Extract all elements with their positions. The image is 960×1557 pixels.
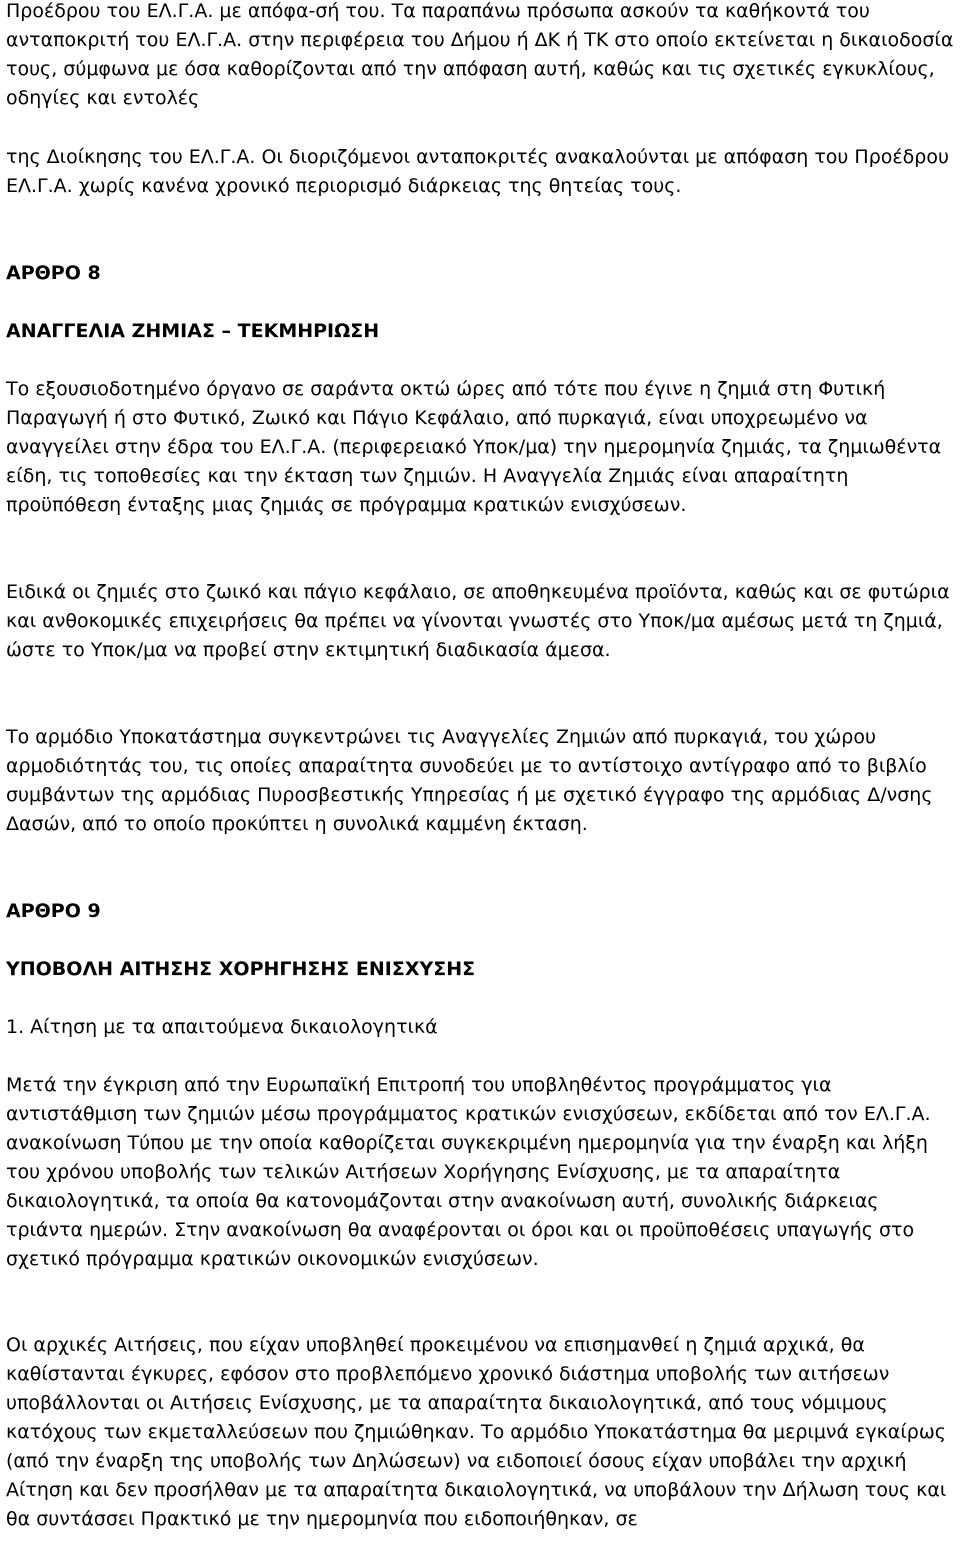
- article-9-paragraph-1: Μετά την έγκριση από την Ευρωπαϊκή Επιτροπή του υποβληθέντος προγράμματος για αντιστάθμιση των ζημιών μέσω προγράμματος κρατικών ενισχύσεων, εκδίδεται από τον ΕΛ.Γ.Α. ανακοίνωση Τύπου με την οποία καθορίζεται συγκεκριμένη ημερομηνία για την έναρξη και λήξη του χρόνου υποβολής των τελικών Αιτήσεων Χορήγησης Ενίσχυσης, με τα απαραίτητα δικαιολογητικά, τα οποία θα κατονομάζονται στην ανακοίνωση αυτή, συνολικής διάρκειας τριάντα ημερών. Στην ανακοίνωση θα αναφέρονται οι όροι και οι προϋποθέσεις υπαγωγής στο σχετικό πρόγραμμα κρατικών οικονομικών ενισχύσεων.: [6, 1074, 931, 1270]
- article-9-item-1: 1. Αίτηση με τα απαιτούμενα δικαιολογητικά: [6, 1016, 438, 1038]
- intro-paragraph-2: της Διοίκησης του ΕΛ.Γ.Α. Οι διοριζόμενοι ανταποκριτές ανακαλούνται με απόφαση του Προέδρου ΕΛ.Γ.Α. χωρίς κανένα χρονικό περιορισμό διάρκειας της θητείας τους.: [6, 146, 949, 197]
- article-8-paragraph-3: Το αρμόδιο Υποκατάστημα συγκεντρώνει τις Αναγγελίες Ζημιών από πυρκαγιά, του χώρου αρμοδιότητάς του, τις οποίες απαραίτητα συνοδεύει με το αντίστοιχο αντίγραφο από το βιβλίο συμβάντων της αρμόδιας Πυροσβεστικής Υπηρεσίας ή με σχετικό έγγραφο της αρμόδιας Δ/νσης Δασών, από το οποίο προκύπτει η συνολικά καμμένη έκταση.: [6, 726, 933, 835]
- article-9-title: ΥΠΟΒΟΛΗ ΑΙΤΗΣΗΣ ΧΟΡΗΓΗΣΗΣ ΕΝΙΣΧΥΣΗΣ: [6, 958, 476, 980]
- article-8-heading: ΑΡΘΡΟ 8: [6, 262, 101, 284]
- article-9-paragraph-2: Οι αρχικές Αιτήσεις, που είχαν υποβληθεί προκειμένου να επισημανθεί η ζημιά αρχικά, θα καθίστανται έγκυρες, εφόσον στο προβλεπόμενο χρονικό διάστημα υποβολής των αιτήσεων υποβάλλονται οι Αιτήσεις Ενίσχυσης, με τα απαραίτητα δικαιολογητικά, από τους νόμιμους κατόχους των εκμεταλλεύσεων που ζημιώθηκαν. Το αρμόδιο Υποκατάστημα θα μεριμνά εγκαίρως (από την έναρξη της υποβολής των Δηλώσεων) να ειδοποιεί όσους είχαν υποβάλει την αρχική Αίτηση και δεν προσήλθαν με τα απαραίτητα δικαιολογητικά, να υποβάλουν την Δήλωση τους και θα συντάσσει Πρακτικό με την ημερομηνία που ειδοποιήθηκαν, σε: [6, 1334, 947, 1530]
- article-8-title: ΑΝΑΓΓΕΛΙΑ ΖΗΜΙΑΣ – ΤΕΚΜΗΡΙΩΣΗ: [6, 320, 380, 342]
- intro-paragraph-1: Προέδρου του ΕΛ.Γ.Α. με απόφα-σή του. Τα παραπάνω πρόσωπα ασκούν τα καθήκοντά του ανταποκριτή του ΕΛ.Γ.Α. στην περιφέρεια του Δήμου ή ΔΚ ή ΤΚ στο οποίο εκτείνεται η δικαιοδοσία τους, σύμφωνα με όσα καθορίζονται από την απόφαση αυτή, καθώς και τις σχετικές εγκυκλίους, οδηγίες και εντολές: [6, 0, 954, 109]
- article-8-paragraph-2: Ειδικά οι ζημιές στο ζωικό και πάγιο κεφάλαιο, σε αποθηκευμένα προϊόντα, καθώς και σε φυτώρια και ανθοκομικές επιχειρήσεις θα πρέπει να γίνονται γνωστές στο Υποκ/μα αμέσως μετά τη ζημιά, ώστε το Υποκ/μα να προβεί στην εκτιμητική διαδικασία άμεσα.: [6, 581, 950, 661]
- article-9-heading: ΑΡΘΡΟ 9: [6, 900, 101, 922]
- article-8-paragraph-1: Το εξουσιοδοτημένο όργανο σε σαράντα οκτώ ώρες από τότε που έγινε η ζημιά στη Φυτική Παραγωγή ή στο Φυτικό, Ζωικό και Πάγιο Κεφάλαιο, από πυρκαγιά, είναι υποχρεωμένο να αναγγείλει στην έδρα του ΕΛ.Γ.Α. (περιφερειακό Υποκ/μα) την ημερομηνία ζημιάς, τα ζημιωθέντα είδη, τις τοποθεσίες και την έκταση των ζημιών. Η Αναγγελία Ζημιάς είναι απαραίτητη προϋπόθεση ένταξης μιας ζημιάς σε πρόγραμμα κρατικών ενισχύσεων.: [6, 378, 942, 516]
